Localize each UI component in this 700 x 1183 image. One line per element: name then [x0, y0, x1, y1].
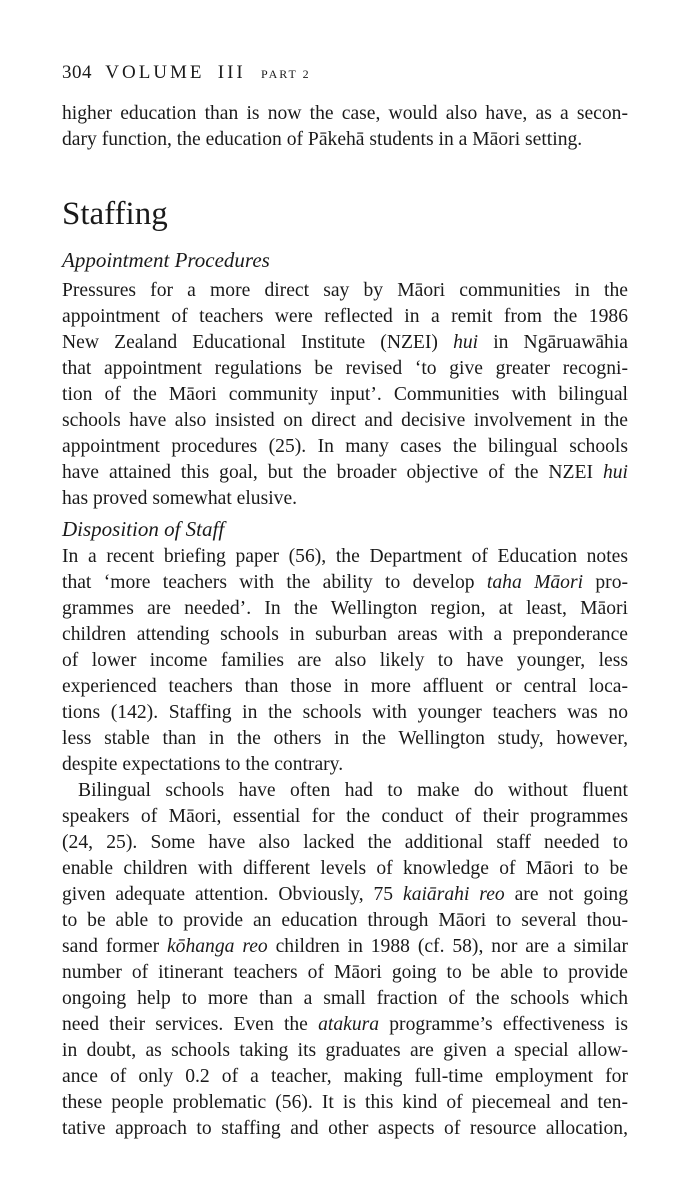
subheading-disposition-of-staff: Disposition of Staff [62, 517, 225, 541]
text-line: has proved somewhat elusive. [62, 488, 298, 509]
text-line: experienced teachers than those in more affluent or central loca- [62, 676, 628, 697]
text-line: sand former kōhanga reo children in 1988 (cf. 58), nor are a similar [62, 936, 628, 957]
section-title: Staffing [62, 196, 168, 232]
text-line: that ‘more teachers with the ability to develop taha Māori pro- [62, 572, 629, 593]
text-line: these people problematic (56). It is this kind of piecemeal and ten- [62, 1092, 628, 1113]
text-line: enable children with different levels of knowledge of Māori to be [62, 858, 628, 879]
text-line: Pressures for a more direct say by Māori communities in the [62, 280, 628, 301]
text-line: children attending schools in suburban areas with a preponderance [62, 624, 628, 645]
text-line: dary function, the education of Pākehā students in a Māori setting. [62, 129, 583, 150]
text-line: schools have also insisted on direct and decisive involvement in the [62, 410, 628, 431]
text-line: ongoing help to more than a small fraction of the schools which [62, 988, 628, 1009]
running-header [62, 62, 311, 84]
volume-number: III [217, 62, 246, 83]
page-number: 304 [62, 62, 92, 83]
text-line: that appointment regulations be revised ‘to give greater recogni- [62, 358, 628, 379]
text-line: appointment procedures (25). In many cases the bilingual schools [62, 436, 628, 457]
text-line: grammes are needed’. In the Wellington region, at least, Māori [62, 598, 628, 619]
text-line: have attained this goal, but the broader objective of the NZEI hui [62, 462, 628, 483]
text-line: (24, 25). Some have also lacked the additional staff needed to [62, 832, 628, 853]
text-line: given adequate attention. Obviously, 75 kaiārahi reo are not going [62, 884, 629, 905]
text-line: in doubt, as schools taking its graduates are given a special allow- [62, 1040, 628, 1061]
text-line: Bilingual schools have often had to make do without fluent [78, 780, 628, 801]
text-line: higher education than is now the case, would also have, as a secon- [62, 103, 628, 124]
text-line: need their services. Even the atakura programme’s effectiveness is [62, 1014, 629, 1035]
text-line: tative approach to staffing and other aspects of resource allocation, [62, 1118, 628, 1139]
text-line: New Zealand Educational Institute (NZEI) hui in Ngāruawāhia [62, 332, 628, 353]
part-label: PART 2 [261, 67, 311, 81]
text-line: of lower income families are also likely to have younger, less [62, 650, 628, 671]
text-line: ance of only 0.2 of a teacher, making full-time employment for [62, 1066, 628, 1087]
text-line: despite expectations to the contrary. [62, 754, 344, 775]
text-line: to be able to provide an education through Māori to several thou- [62, 910, 628, 931]
subheading-appointment-procedures: Appointment Procedures [62, 248, 270, 272]
text-line: less stable than in the others in the Wellington study, however, [62, 728, 628, 749]
text-line: appointment of teachers were reflected in a remit from the 1986 [62, 306, 628, 327]
text-line: number of itinerant teachers of Māori going to be able to provide [62, 962, 628, 983]
volume-label: VOLUME [105, 62, 205, 83]
text-line: tion of the Māori community input’. Communities with bilingual [62, 384, 628, 405]
text-line: In a recent briefing paper (56), the Department of Education notes [62, 546, 628, 567]
text-line: tions (142). Staffing in the schools with younger teachers was no [62, 702, 628, 723]
text-line: speakers of Māori, essential for the conduct of their programmes [62, 806, 628, 827]
